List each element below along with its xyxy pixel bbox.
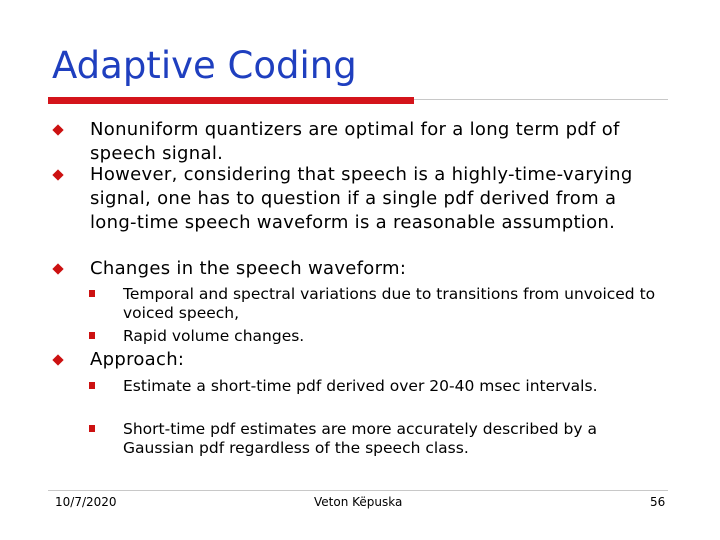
- square-bullet-icon: [89, 290, 95, 297]
- footer-author: Veton Këpuska: [314, 495, 403, 509]
- bullet-item: [90, 163, 668, 235]
- footer-divider: [48, 490, 668, 491]
- sub-bullet-text: Rapid volume changes.: [123, 327, 305, 345]
- diamond-bullet-icon: [52, 124, 63, 135]
- bullet-item: [90, 118, 668, 166]
- bullet-text: Approach:: [90, 349, 185, 370]
- diamond-bullet-icon: [52, 354, 63, 365]
- slide-title: Adaptive Coding: [52, 44, 357, 87]
- bullet-item: [90, 348, 668, 372]
- bullet-text: However, considering that speech is a highly-time-varying signal, one has to question if a single pdf derived from a long-time speech waveform is a reasonable assumption.: [90, 164, 633, 233]
- sub-bullet-item: [123, 327, 668, 346]
- sub-bullet-text: Short-time pdf estimates are more accurately described by a Gaussian pdf regardless of the speech class.: [123, 420, 597, 457]
- sub-bullet-text: Temporal and spectral variations due to transitions from unvoiced to voiced speech,: [123, 285, 656, 322]
- sub-bullet-item: [123, 377, 668, 396]
- sub-bullet-text: Estimate a short-time pdf derived over 20-40 msec intervals.: [123, 377, 598, 395]
- square-bullet-icon: [89, 332, 95, 339]
- footer-page-number: 56: [650, 495, 666, 509]
- bullet-item: [90, 257, 668, 281]
- footer-date: 10/7/2020: [55, 495, 117, 509]
- sub-bullet-item: [123, 285, 668, 323]
- title-accent-bar: [48, 97, 414, 104]
- diamond-bullet-icon: [52, 263, 63, 274]
- square-bullet-icon: [89, 382, 95, 389]
- square-bullet-icon: [89, 425, 95, 432]
- sub-bullet-item: [123, 420, 668, 458]
- diamond-bullet-icon: [52, 169, 63, 180]
- bullet-text: Changes in the speech waveform:: [90, 258, 407, 279]
- bullet-text: Nonuniform quantizers are optimal for a long term pdf of speech signal.: [90, 119, 620, 164]
